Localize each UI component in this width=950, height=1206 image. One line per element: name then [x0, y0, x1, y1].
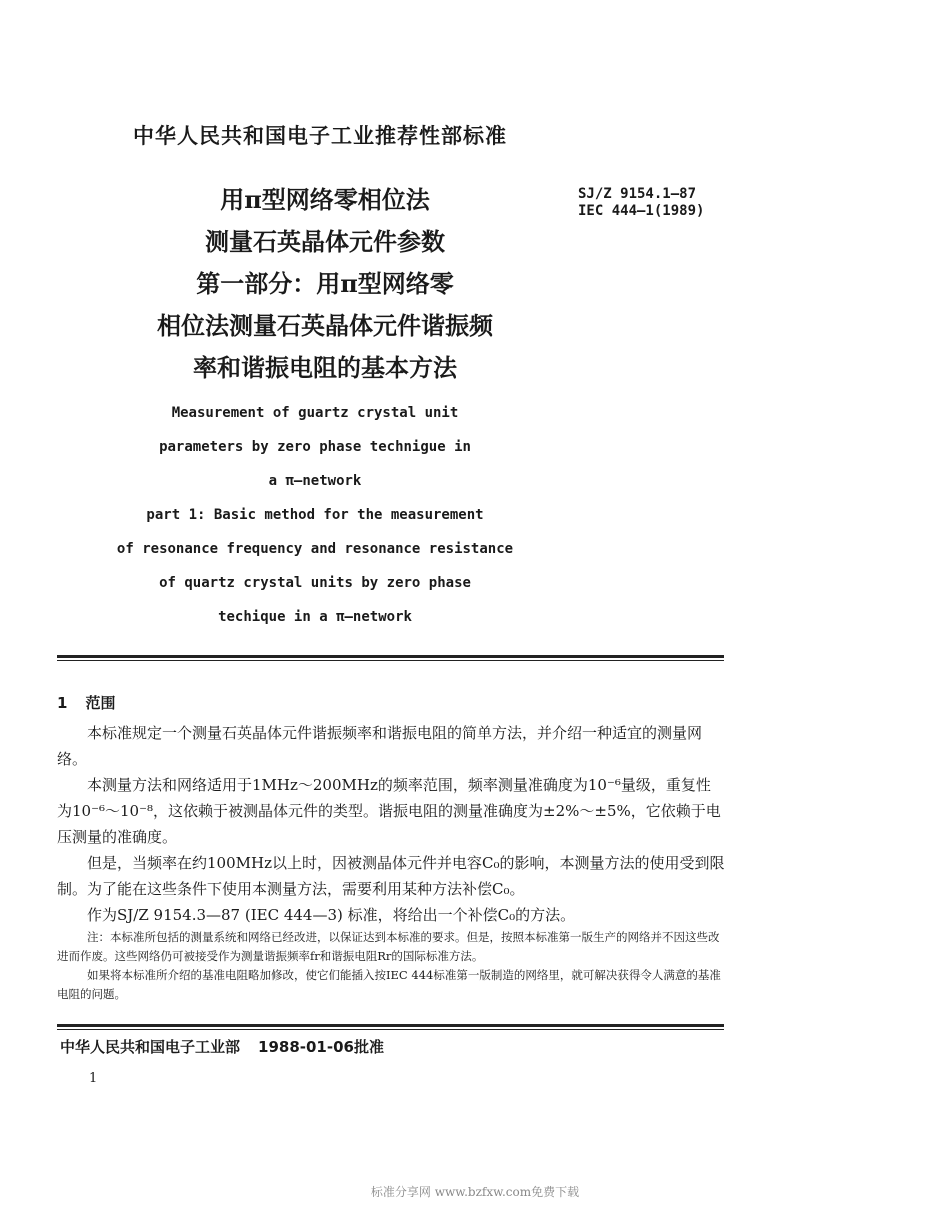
en-title-line: of resonance frequency and resonance resistance: [116, 541, 514, 557]
paragraph: 本标准规定一个测量石英晶体元件谐振频率和谐振电阻的简单方法，并介绍一种适宜的测量网络。: [57, 724, 703, 768]
section-title: 范围: [85, 694, 116, 712]
paragraph: 但是，当频率在约100MHz以上时，因被测晶体元件并电容C₀的影响，本测量方法的使用受到限制。为了能在这些条件下使用本测量方法，需要利用某种方法补偿C₀。: [57, 854, 725, 898]
en-title-line: Measurement of guartz crystal unit: [171, 405, 459, 421]
en-title-line: part 1: Basic method for the measurement: [146, 507, 484, 523]
title-divider: [57, 655, 724, 658]
cn-title-line: 第一部分：用π型网络零: [196, 269, 454, 298]
watermark-footer: 标准分享网 www.bzfxw.com免费下载: [370, 1185, 580, 1199]
english-title: [100, 402, 530, 640]
iec-code: IEC 444—1(1989): [578, 203, 705, 219]
footer-divider: [57, 1024, 724, 1027]
paragraph: 本测量方法和网络适用于1MHz～200MHz的频率范围，频率测量准确度为10⁻⁶量级，重复性为10⁻⁶～10⁻⁸，这依赖于被测晶体元件的类型。谐振电阻的测量准确度为±2%～±5%，它依赖于电压测量的准确度。: [57, 776, 721, 846]
note-paragraph: 注：本标准所包括的测量系统和网络已经改进，以保证达到本标准的要求。但是，按照本标准第一版生产的网络并不因这些改进而作废。这些网络仍可被接受作为测量谐振频率fr和谐振电阻Rr的国际标准方法。: [57, 930, 720, 963]
approval-line: [60, 1036, 402, 1057]
en-title-line: a π—network: [268, 473, 362, 489]
cn-title-line: 用π型网络零相位法: [220, 185, 430, 214]
chinese-title: [140, 180, 510, 390]
en-title-line: parameters by zero phase technigue in: [159, 439, 471, 455]
en-title-line: of quartz crystal units by zero phase: [159, 575, 471, 591]
sj-code: SJ/Z 9154.1—87: [578, 186, 697, 202]
section-number: 1: [57, 694, 68, 712]
page-number: 1: [89, 1071, 98, 1086]
cn-title-line: 测量石英晶体元件参数: [205, 227, 445, 256]
cn-title-line: 率和谐振电阻的基本方法: [193, 353, 457, 382]
approval-org: 中华人民共和国电子工业部: [60, 1038, 241, 1056]
footer-divider-thin: [57, 1029, 724, 1030]
body-text: [57, 720, 725, 1004]
title-divider-thin: [57, 660, 724, 661]
en-title-line: techique in a π—network: [218, 609, 412, 625]
cn-title-line: 相位法测量石英晶体元件谐振频: [157, 311, 493, 340]
section-heading: [57, 692, 133, 713]
note-paragraph: 如果将本标准所介绍的基准电阻略加修改，使它们能插入按IEC 444标准第一版制造的网络里，就可解决获得令人满意的基准电阻的问题。: [57, 968, 721, 1001]
paragraph: 作为SJ/Z 9154.3—87 (IEC 444—3) 标准，将给出一个补偿C₀的方法。: [87, 906, 576, 924]
approval-date: 1988-01-06批准: [258, 1038, 384, 1056]
standard-codes: [578, 186, 704, 220]
standard-category-title: 中华人民共和国电子工业推荐性部标准: [133, 124, 507, 148]
